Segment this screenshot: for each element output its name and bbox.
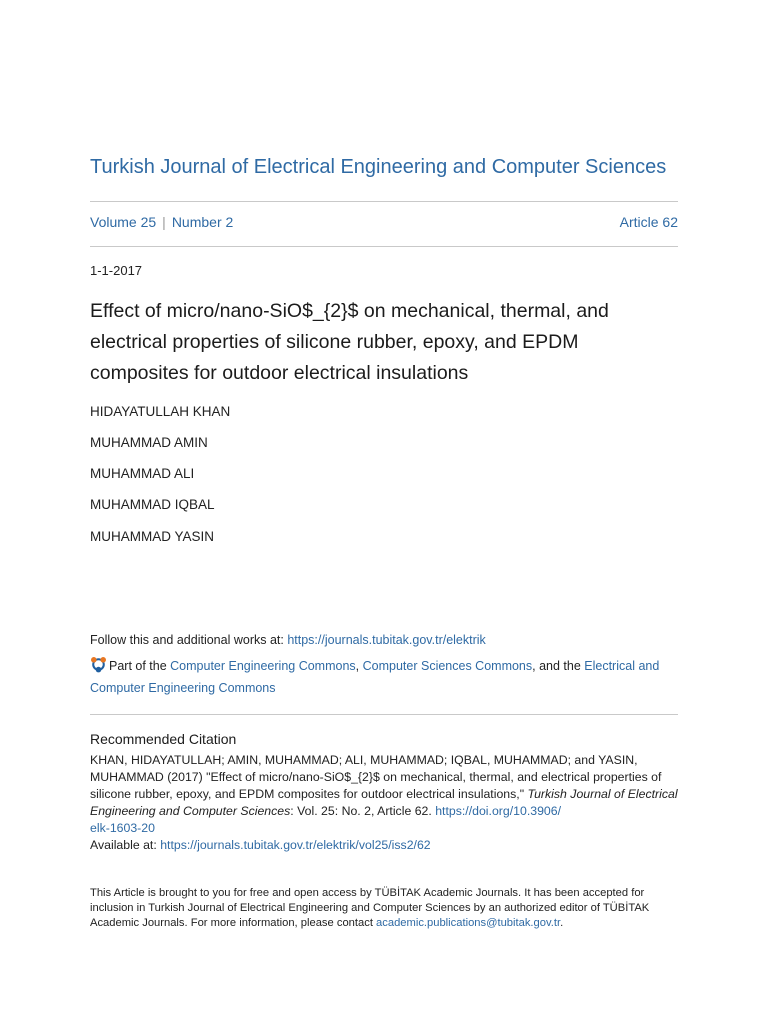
access-notice: [90, 886, 680, 931]
citation-journal: Turkish Journal of Electrical Engineering and Computer Sciences: [90, 787, 678, 818]
citation-heading: Recommended Citation: [90, 731, 237, 747]
author-name: MUHAMMAD ALI: [90, 466, 195, 481]
issue-nav: [90, 214, 678, 230]
publication-date: 1-1-2017: [90, 263, 143, 278]
volume-link[interactable]: Volume 25: [90, 214, 157, 230]
doi-link-part2: elk-1603-20: [90, 821, 155, 835]
number-link[interactable]: Number 2: [171, 214, 234, 230]
access-notice-text: This Article is brought to you for free and open access by TÜBİTAK Academic Journals. It has been accepted for inclusion in Turkish Journal of Electrical Engineering and Computer Sciences by an authorized editor of TÜBİTAK Academic Journals. For more information, please contact: [90, 887, 650, 929]
access-notice-end: .: [560, 917, 564, 929]
citation-divider: [90, 714, 678, 715]
doi-link-part1: https://doi.org/10.3906/: [435, 804, 562, 818]
nav-separator: |: [162, 214, 166, 230]
article-url-link[interactable]: https://journals.tubitak.gov.tr/elektrik/vol25/iss2/62: [160, 838, 431, 852]
citation-volume: : Vol. 25: No. 2, Article 62.: [290, 804, 436, 818]
computer-sciences-commons-link[interactable]: Computer Sciences Commons: [362, 659, 533, 673]
follow-line: [90, 633, 486, 647]
article-link[interactable]: Article 62: [619, 214, 678, 230]
computer-engineering-commons-link[interactable]: Computer Engineering Commons: [170, 659, 356, 673]
citation-text: [90, 752, 680, 837]
author-name: MUHAMMAD YASIN: [90, 529, 215, 544]
comma-separator: ,: [355, 659, 363, 673]
disciplines-line: [90, 655, 680, 699]
available-label: Available at:: [90, 838, 161, 852]
follow-label: Follow this and additional works at:: [90, 633, 288, 647]
and-the-label: , and the: [532, 659, 585, 673]
contact-email-link[interactable]: academic.publications@tubitak.gov.tr: [376, 917, 561, 929]
part-of-label: Part of the: [109, 659, 171, 673]
nav-divider: [90, 246, 678, 247]
article-title: Effect of micro/nano-SiO$_{2}$ on mechanical, thermal, and electrical properties of silicone rubber, epoxy, and EPDM composites for outdoor electrical insulations: [90, 300, 609, 384]
collection-link[interactable]: https://journals.tubitak.gov.tr/elektrik: [287, 633, 486, 647]
available-at-line: [90, 838, 431, 852]
citation-body: KHAN, HIDAYATULLAH; AMIN, MUHAMMAD; ALI, MUHAMMAD; IQBAL, MUHAMMAD; and YASIN, MUHAMMAD (2017) "Effect of micro/nano-SiO$_{2}$ on mechanical, thermal, and electrical properties of silicone rubber, epoxy, and EPDM composites for outdoor electrical insulations,": [90, 753, 662, 801]
electrical-computer-engineering-commons-link[interactable]: Electrical and Computer Engineering Commons: [90, 659, 660, 695]
author-name: HIDAYATULLAH KHAN: [90, 404, 231, 419]
author-name: MUHAMMAD AMIN: [90, 435, 208, 450]
journal-title[interactable]: Turkish Journal of Electrical Engineering and Computer Sciences: [90, 156, 667, 178]
network-icon: [90, 656, 107, 673]
top-divider: [90, 201, 678, 202]
author-name: MUHAMMAD IQBAL: [90, 497, 215, 512]
